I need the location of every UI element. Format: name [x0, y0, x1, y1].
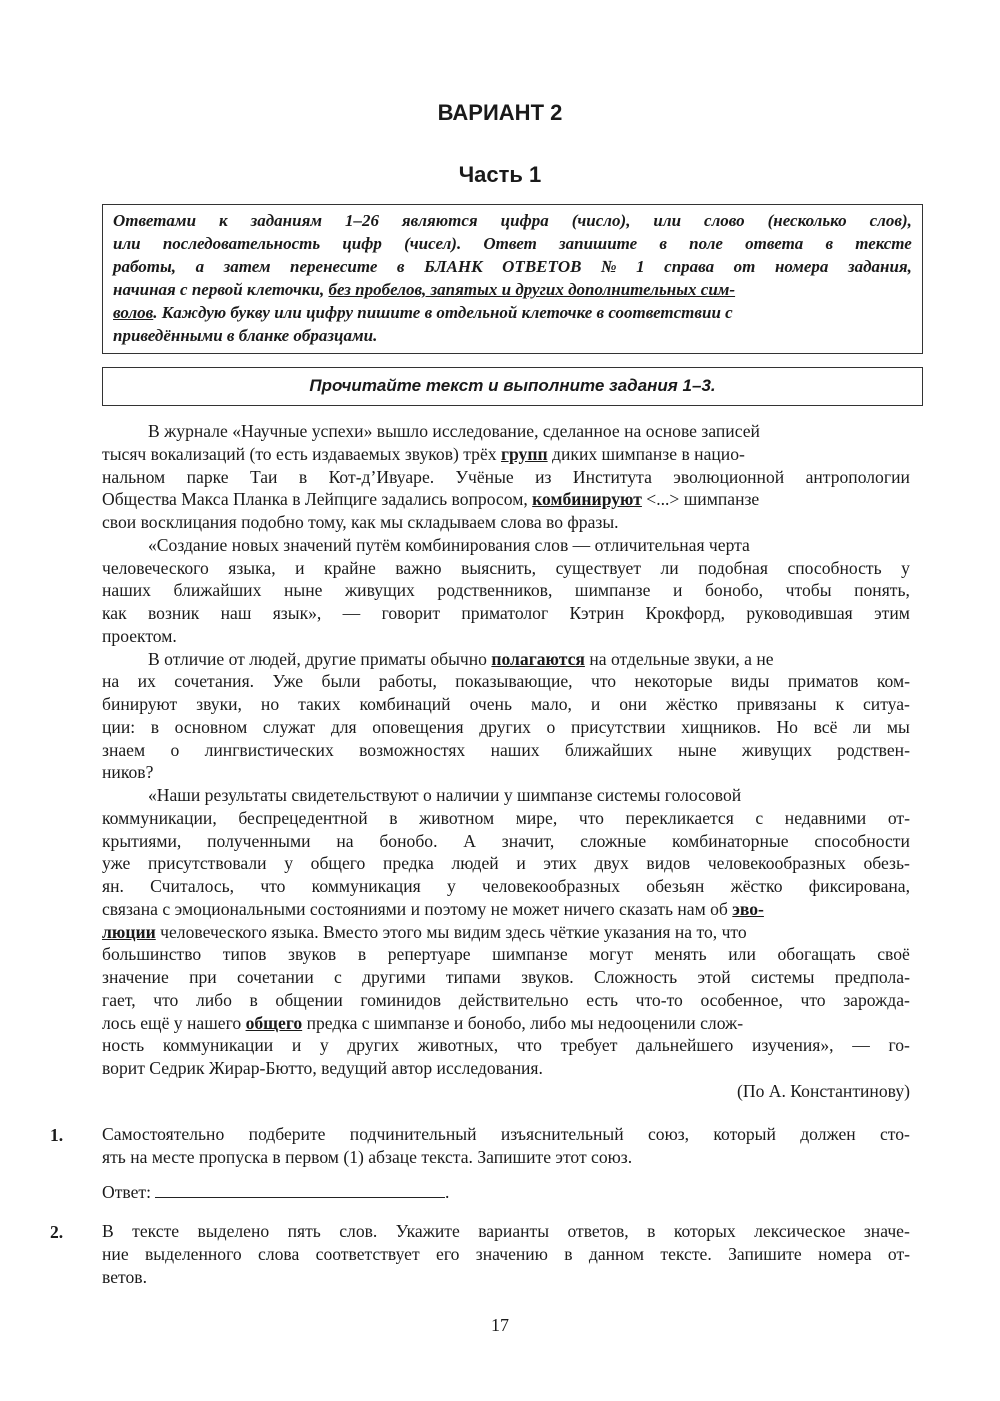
text-line: коммуникации, беспрецедентной в животном мире, что перекликается с недавними от- [102, 807, 910, 828]
answer-field[interactable] [155, 1181, 445, 1198]
instruction-line: Ответами к заданиям 1–26 являются цифра (число), или слово (несколько слов), [113, 211, 912, 230]
text-line: гает, что либо в общении гоминидов действительно есть что-то особенное, что зарожда- [102, 989, 910, 1010]
question-line: В тексте выделено пять слов. Укажите варианты ответов, в которых лексическое значе- [102, 1221, 910, 1241]
answer-row: Ответ: . [102, 1181, 450, 1202]
text-line: нальном парке Таи в Кот-д’Ивуаре. Учёные из Института эволюционной антропологии [102, 466, 910, 487]
variant-title: ВАРИАНТ 2 [437, 100, 563, 125]
highlighted-word: групп [501, 443, 548, 464]
question-line: ветов. [102, 1266, 147, 1287]
highlighted-word: общего [245, 1012, 303, 1033]
text-line: В отличие от людей, другие приматы обычно полагаются на отдельные звуки, а не [148, 648, 774, 669]
text-line: проектом. [102, 625, 177, 646]
text-line: связана с эмоциональными состояниями и поэтому не может ничего сказать нам об эво- [102, 898, 764, 919]
text-line: ников? [102, 762, 154, 783]
text-line: на их сочетания. Уже были работы, показывающие, что некоторые виды приматов ком- [102, 671, 910, 692]
question-1 [50, 1123, 910, 1203]
text-line: тысяч вокализаций (то есть издаваемых звуков) трёх групп диких шимпанзе в нацио- [102, 443, 745, 464]
question-body [102, 1220, 910, 1288]
highlighted-word: люции [102, 921, 156, 942]
page-number: 17 [491, 1315, 509, 1335]
text-line: уже присутствовали у общего предка людей и этих двух видов человекообразных обезь- [102, 853, 910, 874]
text-line: бинируют звуки, но таких комбинаций очень мало, и они жёстко привязаны к ситуа- [102, 694, 910, 714]
question-line: Самостоятельно подберите подчинительный изъяснительный союз, который должен сто- [102, 1124, 910, 1144]
underlined-instruction: без пробелов, запятых и других дополнительных сим- [328, 280, 736, 300]
text-line: «Наши результаты свидетельствуют о наличии у шимпанзе системы голосовой [148, 785, 742, 805]
underlined-instruction: волов [113, 303, 154, 323]
question-line: ять на месте пропуска в первом (1) абзаце текста. Запишите этот союз. [102, 1146, 633, 1167]
task-header-box: Прочитайте текст и выполните задания 1–3. [102, 367, 923, 406]
text-line: люции человеческого языка. Вместо этого мы видим здесь чёткие указания на то, что [102, 921, 747, 942]
answer-label: Ответ: [102, 1181, 151, 1202]
part-title: Часть 1 [458, 162, 542, 187]
text-line: «Создание новых значений путём комбинирования слов — отличительная черта [148, 534, 750, 555]
instruction-line: приведёнными в бланке образцами. [113, 326, 378, 346]
text-line: знаем о лингвистических возможностях наших ближайших ныне живущих родствен- [102, 739, 910, 760]
text-line: большинство типов звуков в репертуаре шимпанзе могут менять или обогащать своё [102, 944, 910, 965]
text-line: ворит Седрик Жирар-Бютто, ведущий автор исследования. [102, 1058, 543, 1078]
reading-text [102, 420, 910, 1103]
source-attribution: (По А. Константинову) [737, 1080, 910, 1101]
highlighted-word: полагаются [491, 648, 585, 669]
highlighted-word: эво- [732, 898, 764, 919]
instruction-line: начиная с первой клеточки, без пробелов, запятых и других дополнительных сим- [113, 280, 736, 300]
instruction-line: работы, а затем перенесите в БЛАНК ОТВЕТОВ № 1 справа от номера задания, [113, 257, 912, 277]
instruction-line: или последовательность цифр (чисел). Ответ запишите в поле ответа в тексте [113, 234, 912, 254]
question-number: 1. [50, 1125, 64, 1145]
text-line: свои восклицания подобно тому, как мы складываем слова во фразы. [102, 512, 619, 532]
text-line: ность коммуникации и у других животных, что требует дальнейшего изучения», — го- [102, 1035, 910, 1056]
instruction-line: волов. Каждую букву или цифру пишите в отдельной клеточке в соответствии с [113, 303, 733, 323]
instructions-box [102, 204, 923, 354]
text-line: ции: в основном служат для оповещения других о присутствии хищников. Но всё ли мы [102, 716, 910, 737]
text-line: Общества Макса Планка в Лейпциге задались вопросом, комбинируют <...> шимпанзе [102, 489, 760, 510]
question-number: 2. [50, 1222, 64, 1242]
text-line: В журнале «Научные успехи» вышло исследование, сделанное на основе записей [148, 421, 760, 441]
text-line: лось ещё у нашего общего предка с шимпанзе и бонобо, либо мы недооценили слож- [102, 1012, 744, 1033]
text-line: человеческого языка, и крайне важно выяснить, существует ли подобная способность у [102, 557, 910, 578]
text-line: крытиями, полученными на бонобо. А значит, сложные комбинаторные способности [102, 830, 910, 851]
question-line: ние выделенного слова соответствует его значению в данном тексте. Запишите номера от- [102, 1243, 910, 1264]
text-line: ян. Считалось, что коммуникация у человекообразных обезьян жёстко фиксирована, [102, 876, 910, 896]
text-line: наших ближайших ныне живущих родственников, шимпанзе и бонобо, чтобы понять, [102, 580, 910, 601]
highlighted-word: комбинируют [532, 489, 642, 510]
question-body [102, 1123, 910, 1203]
text-line: значение при сочетании с другими типами звуков. Сложность этой системы предпола- [102, 967, 910, 987]
question-2 [50, 1220, 910, 1295]
text-line: как возник наш язык», — говорит приматолог Кэтрин Крокфорд, руководившая этим [102, 603, 910, 623]
